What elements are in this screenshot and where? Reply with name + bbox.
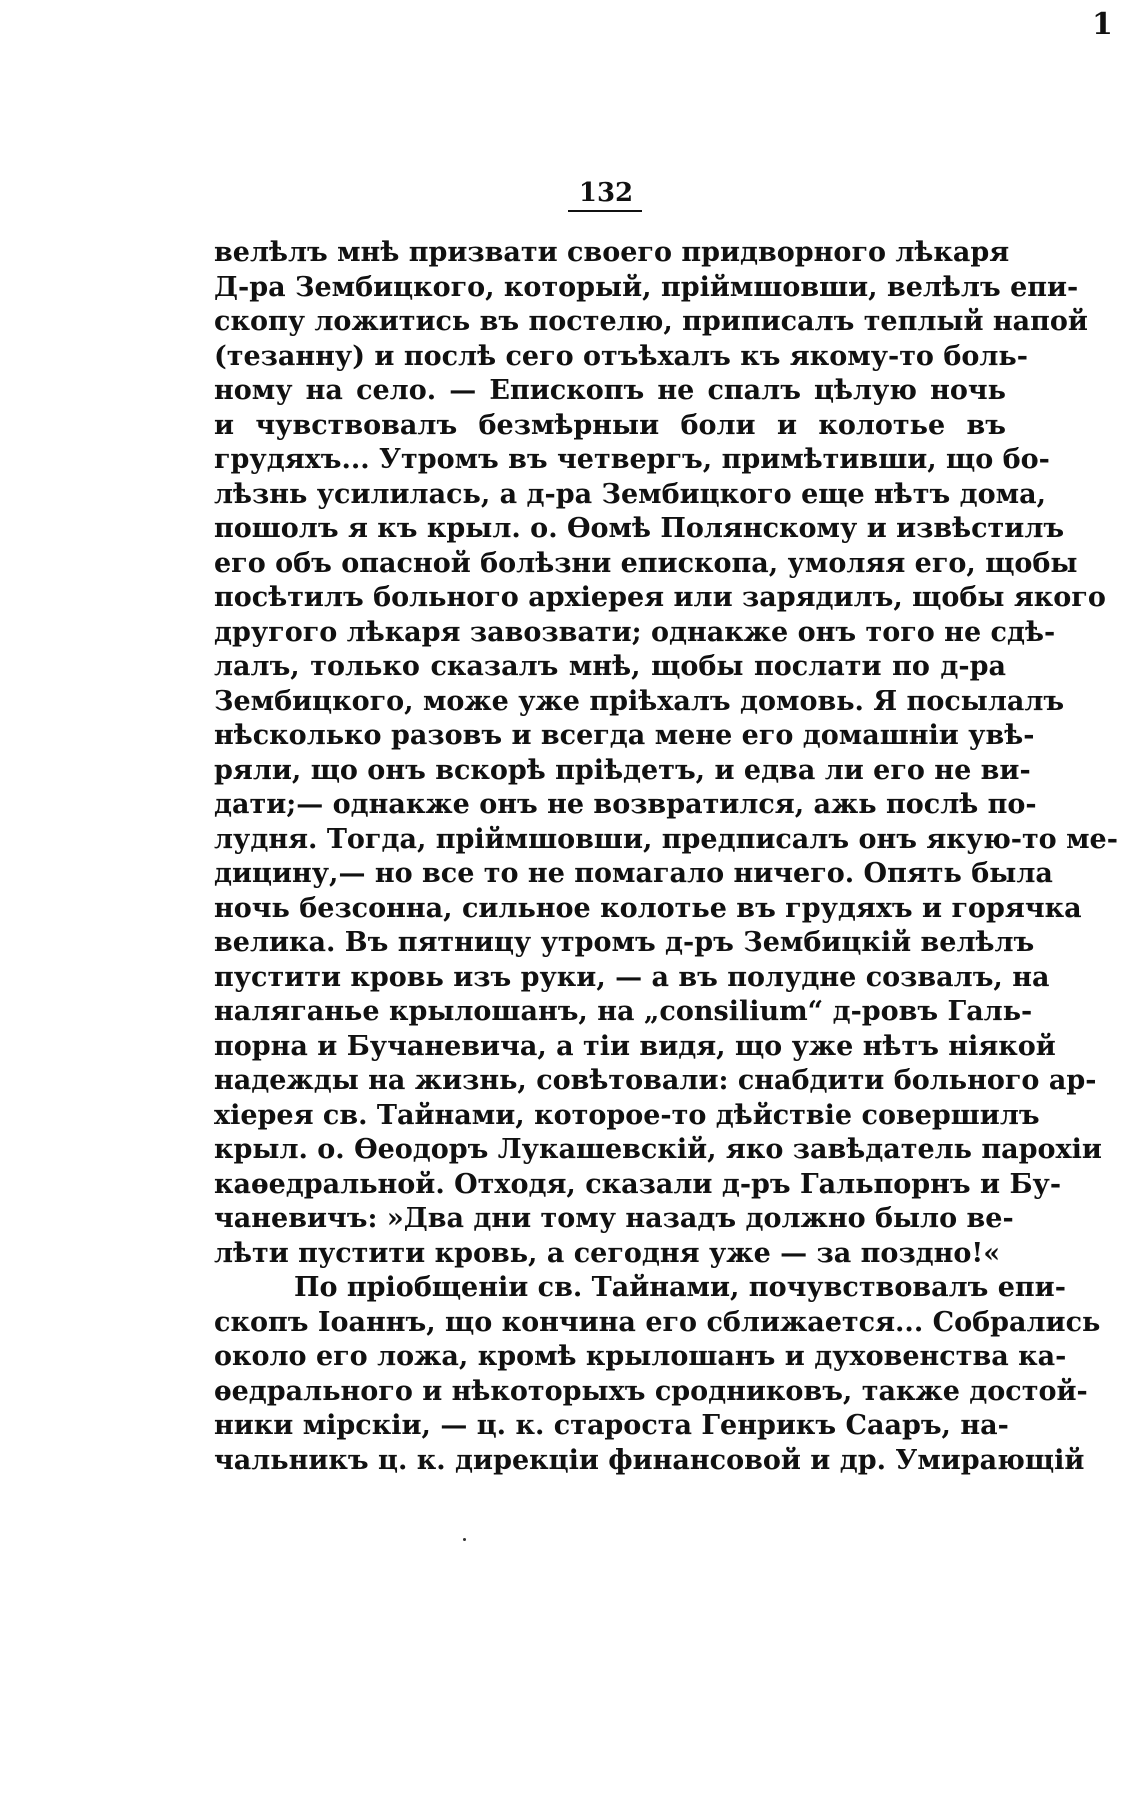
text-line: велѣлъ мнѣ призвати своего придворного лѣкаря	[214, 237, 1010, 268]
text-line: Д-ра Зембицкого, который, пріймшовши, велѣлъ епи-	[214, 271, 1079, 303]
text-line: наляганье крылошанъ, на „consilium“ д-ровъ Галь-	[214, 996, 1033, 1027]
text-line: чаневичъ: »Два дни тому назадъ должно было ве-	[214, 1203, 1014, 1234]
text-line: ному на село. — Епископъ не спалъ цѣлую ночь	[214, 375, 1006, 406]
text-line: посѣтилъ больного архіерея или зарядилъ, щобы якого	[214, 582, 1106, 613]
text-line: каѳедральной. Отходя, сказали д-ръ Гальпорнъ и Бу-	[214, 1168, 1062, 1200]
text-line: пошолъ я къ крыл. о. Ѳомѣ Полянскому и извѣстилъ	[214, 513, 1065, 544]
text-line: лѣзнь усилилась, а д-ра Зембицкого еще нѣтъ дома,	[214, 478, 1046, 510]
text-line: и чувствовалъ безмѣрныи боли и колотье въ	[214, 409, 1006, 441]
text-line: ѳедрального и нѣкоторыхъ сродниковъ, также достой-	[214, 1375, 1088, 1407]
text-line: лудня. Тогда, пріймшовши, предписалъ онъ якую-то ме-	[214, 823, 1118, 855]
text-line: крыл. о. Ѳеодоръ Лукашевскій, яко завѣдатель парохіи	[214, 1134, 1102, 1165]
ink-speck	[463, 1538, 466, 1541]
corner-mark: 1	[1092, 7, 1113, 42]
text-line: Зембицкого, може уже пріѣхалъ домовь. Я посылалъ	[214, 685, 1065, 717]
text-line: другого лѣкаря завозвати; однакже онъ того не сдѣ-	[214, 616, 1056, 648]
text-line: ряли, що онъ вскорѣ пріѣдетъ, и едва ли его не ви-	[214, 754, 1031, 786]
text-line: ники мірскіи, — ц. к. староста Генрикъ Сааръ, на-	[214, 1410, 1009, 1441]
text-line: (тезанну) и послѣ сего отъѣхалъ къ якому-то боль-	[214, 340, 1028, 372]
text-line: чальникъ ц. к. дирекціи финансовой и др. Умирающій	[214, 1444, 1085, 1476]
paragraph-end-line: лѣти пустити кровь, а сегодня уже — за поздно!«	[214, 1237, 1001, 1269]
text-line: пустити кровь изъ руки, — а въ полудне созвалъ, на	[214, 961, 1050, 993]
text-line: порна и Бучаневича, а тіи видя, що уже нѣтъ ніякой	[214, 1030, 1056, 1062]
text-line: лалъ, только сказалъ мнѣ, щобы послати по д-ра	[214, 651, 1006, 682]
text-line: дицину,— но все то не помагало ничего. Опять была	[214, 858, 1053, 889]
body-text	[214, 236, 1118, 1478]
text-line: ночь безсонна, сильное колотье въ грудяхъ и горячка	[214, 892, 1082, 924]
text-line: дати;— однакже онъ не возвратился, ажь послѣ по-	[214, 789, 1037, 820]
text-line: грудяхъ... Утромъ въ четвергъ, примѣтивши, що бо-	[214, 444, 1050, 475]
text-line: хіерея св. Тайнами, которое-то дѣйствіе совершилъ	[214, 1099, 1040, 1131]
text-line: скопу ложитись въ постелю, приписалъ теплый напой	[214, 306, 1088, 337]
text-line: нѣсколько разовъ и всегда мене его домашніи увѣ-	[214, 720, 1035, 751]
text-line: велика. Въ пятницу утромъ д-ръ Зембицкій велѣлъ	[214, 927, 1035, 958]
page-number-rule	[568, 210, 642, 212]
text-line: скопъ Іоаннъ, що кончина его сближается... Собрались	[214, 1306, 1101, 1338]
text-line: около его ложа, кромѣ крылошанъ и духовенства ка-	[214, 1341, 1067, 1372]
page-number: 132	[578, 178, 634, 208]
text-line: его объ опасной болѣзни епископа, умоляя его, щобы	[214, 547, 1078, 579]
paragraph-start-line: По пріобщеніи св. Тайнами, почувствовалъ епи-	[294, 1272, 1066, 1303]
text-line: надежды на жизнь, совѣтовали: снабдити больного ар-	[214, 1065, 1097, 1096]
